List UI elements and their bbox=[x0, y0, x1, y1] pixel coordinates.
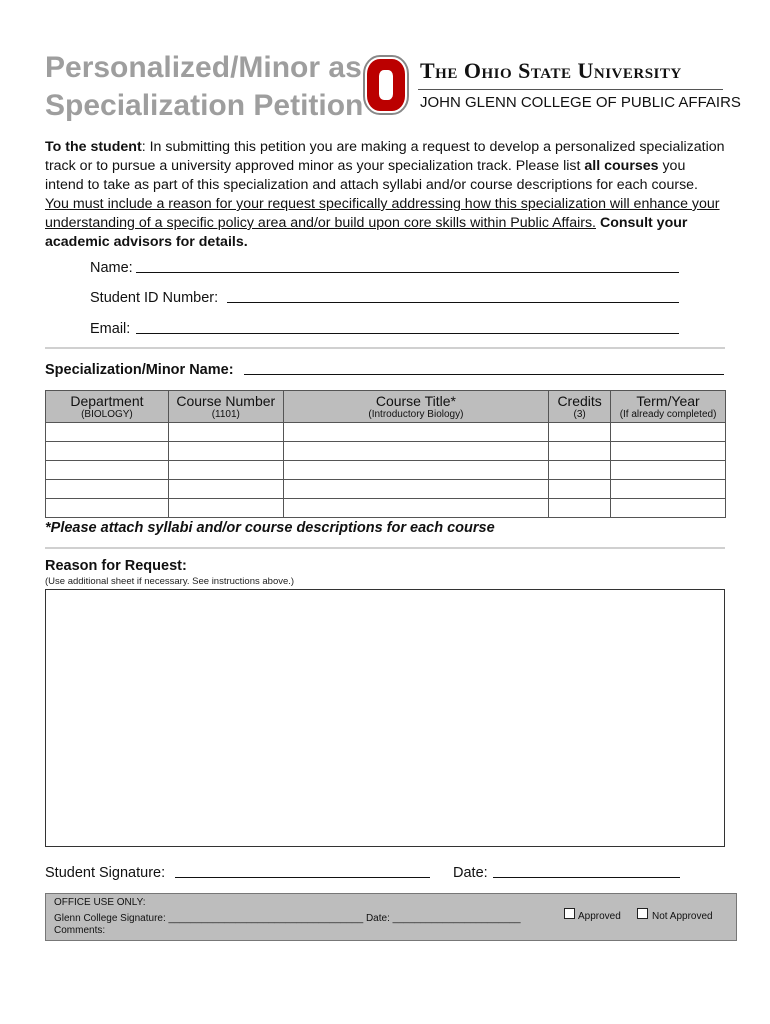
section-divider bbox=[45, 347, 725, 349]
col-department bbox=[46, 391, 169, 423]
table-row bbox=[46, 442, 726, 461]
specialization-label: Specialization/Minor Name: bbox=[45, 362, 234, 378]
glenn-signature-line: Glenn College Signature: ___________________________________ Date: _______________________ bbox=[54, 913, 521, 924]
date-field[interactable] bbox=[493, 877, 680, 878]
intro-consult: Consult your academic advisors for details. bbox=[45, 215, 688, 250]
table-row bbox=[46, 480, 726, 499]
student-signature-field[interactable] bbox=[175, 877, 430, 878]
table-cell[interactable] bbox=[46, 499, 169, 518]
table-cell[interactable] bbox=[168, 461, 283, 480]
table-cell[interactable] bbox=[168, 480, 283, 499]
table-cell[interactable] bbox=[283, 442, 548, 461]
table-cell[interactable] bbox=[46, 442, 169, 461]
form-title-line2: Specialization Petition bbox=[45, 89, 364, 122]
college-name: JOHN GLENN COLLEGE OF PUBLIC AFFAIRS bbox=[420, 94, 741, 111]
col-label: Course Number bbox=[176, 393, 276, 409]
reason-textarea[interactable] bbox=[45, 589, 725, 847]
office-use-box bbox=[45, 893, 737, 941]
table-row bbox=[46, 461, 726, 480]
table-cell[interactable] bbox=[549, 480, 611, 499]
intro-text-2: you intend to take as part of this specialization and attach syllabi and/or course descriptions for each course. bbox=[45, 158, 698, 193]
col-label: Term/Year bbox=[636, 393, 700, 409]
syllabi-note: *Please attach syllabi and/or course descriptions for each course bbox=[45, 520, 495, 536]
course-table bbox=[45, 390, 726, 518]
header-divider bbox=[418, 89, 723, 90]
table-cell[interactable] bbox=[168, 423, 283, 442]
table-cell[interactable] bbox=[549, 423, 611, 442]
table-cell[interactable] bbox=[549, 499, 611, 518]
table-cell[interactable] bbox=[46, 423, 169, 442]
table-cell[interactable] bbox=[46, 461, 169, 480]
table-cell[interactable] bbox=[46, 480, 169, 499]
table-cell[interactable] bbox=[168, 499, 283, 518]
comments-label: Comments: bbox=[54, 925, 106, 936]
table-cell[interactable] bbox=[611, 480, 726, 499]
table-cell[interactable] bbox=[611, 461, 726, 480]
not-approved-checkbox[interactable] bbox=[637, 908, 648, 919]
table-cell[interactable] bbox=[549, 461, 611, 480]
approved-label: Approved bbox=[578, 911, 621, 922]
reason-label: Reason for Request: bbox=[45, 558, 187, 574]
name-label: Name: bbox=[90, 260, 133, 276]
reason-hint: (Use additional sheet if necessary. See instructions above.) bbox=[45, 576, 295, 587]
table-cell[interactable] bbox=[283, 480, 548, 499]
table-cell[interactable] bbox=[549, 442, 611, 461]
col-example: (1101) bbox=[211, 409, 240, 420]
col-course-number bbox=[168, 391, 283, 423]
col-example: (3) bbox=[573, 409, 586, 420]
student-id-field[interactable] bbox=[227, 302, 679, 303]
specialization-field[interactable] bbox=[244, 374, 724, 375]
intro-bold-courses: all courses bbox=[584, 158, 659, 174]
col-example: (If already completed) bbox=[619, 409, 717, 420]
university-name: The Ohio State University bbox=[420, 58, 682, 83]
col-term-year bbox=[611, 391, 726, 423]
intro-paragraph bbox=[45, 138, 725, 252]
section-divider bbox=[45, 547, 725, 549]
col-example: (Introductory Biology) bbox=[368, 409, 464, 420]
col-course-title bbox=[283, 391, 548, 423]
email-field[interactable] bbox=[136, 333, 679, 334]
table-cell[interactable] bbox=[283, 423, 548, 442]
approved-checkbox[interactable] bbox=[564, 908, 575, 919]
intro-requirement: You must include a reason for your request specifically addressing how this specialization will enhance your understanding of a specific policy area and/or build upon core skills within Public Affairs. bbox=[45, 196, 720, 231]
student-id-label: Student ID Number: bbox=[90, 290, 219, 306]
table-cell[interactable] bbox=[283, 461, 548, 480]
table-cell[interactable] bbox=[611, 423, 726, 442]
col-example: (BIOLOGY) bbox=[81, 409, 133, 420]
table-cell[interactable] bbox=[168, 442, 283, 461]
table-row bbox=[46, 499, 726, 518]
name-field[interactable] bbox=[136, 272, 679, 273]
table-header-row bbox=[46, 391, 726, 423]
col-label: Credits bbox=[557, 393, 602, 409]
intro-text: : In submitting this petition you are making a request to develop a personalized specialization track or to pursue a university approved minor as your specialization track. Please list bbox=[45, 139, 725, 174]
date-label: Date: bbox=[453, 865, 488, 881]
col-credits bbox=[549, 391, 611, 423]
col-label: Department bbox=[70, 393, 144, 409]
form-title-line1: Personalized/Minor as bbox=[45, 51, 362, 84]
table-cell[interactable] bbox=[283, 499, 548, 518]
student-signature-label: Student Signature: bbox=[45, 865, 166, 881]
intro-lead: To the student bbox=[45, 139, 142, 155]
email-label: Email: bbox=[90, 321, 131, 337]
table-row bbox=[46, 423, 726, 442]
table-cell[interactable] bbox=[611, 499, 726, 518]
table-cell[interactable] bbox=[611, 442, 726, 461]
office-heading: OFFICE USE ONLY: bbox=[54, 897, 146, 908]
block-o-logo-icon bbox=[363, 55, 409, 115]
col-label: Course Title* bbox=[375, 393, 456, 409]
not-approved-label: Not Approved bbox=[652, 911, 713, 922]
